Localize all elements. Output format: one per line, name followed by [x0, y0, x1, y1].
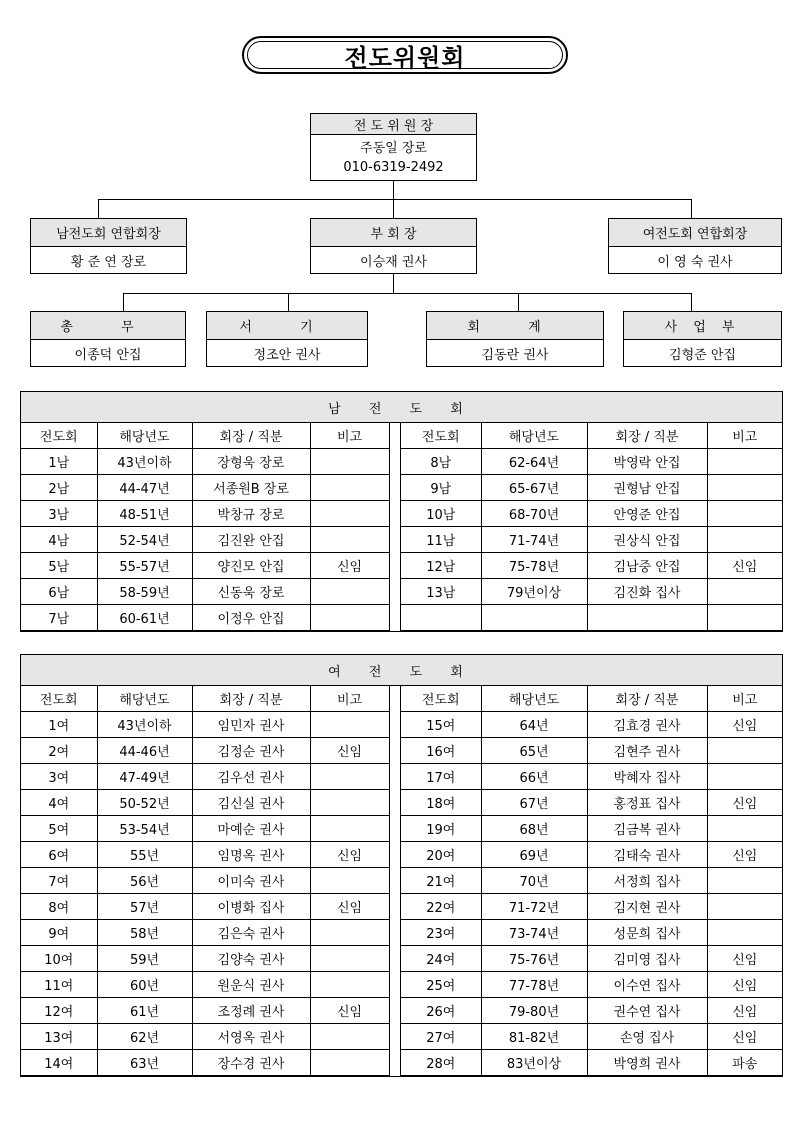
table-row [21, 816, 389, 842]
cell-group: 20여 [401, 842, 481, 868]
cell-group: 9남 [401, 475, 481, 501]
cell-note: 신임 [707, 1024, 782, 1050]
cell-leader: 원운식 권사 [192, 972, 310, 998]
cell-note [310, 579, 389, 605]
table-row [21, 894, 389, 920]
cell-group: 4남 [21, 527, 97, 553]
column-header: 회장 / 직분 [587, 686, 707, 712]
cell-years: 81-82년 [481, 1024, 587, 1050]
cell-leader: 권상식 안집 [587, 527, 707, 553]
cell-group: 19여 [401, 816, 481, 842]
cell-leader: 김진완 안집 [192, 527, 310, 553]
cell-group: 10남 [401, 501, 481, 527]
cell-years: 75-76년 [481, 946, 587, 972]
cell-years [481, 605, 587, 631]
table-row [401, 605, 782, 631]
cell-note [310, 449, 389, 475]
cell-note: 파송 [707, 1050, 782, 1076]
table-row [401, 764, 782, 790]
cell-note [707, 738, 782, 764]
cell-years: 44-46년 [97, 738, 192, 764]
cell-years: 55년 [97, 842, 192, 868]
cell-leader: 권형남 안집 [587, 475, 707, 501]
men-section-title: 남 전 도 회 [21, 392, 782, 423]
table-row [401, 842, 782, 868]
cell-note [310, 920, 389, 946]
cell-note [707, 816, 782, 842]
cell-note [707, 605, 782, 631]
cell-note [707, 501, 782, 527]
cell-leader: 이정우 안집 [192, 605, 310, 631]
table-row [21, 868, 389, 894]
cell-group: 8여 [21, 894, 97, 920]
men-union-title: 남전도회 연합회장 [31, 219, 186, 247]
connector-line [98, 199, 99, 218]
cell-group: 2남 [21, 475, 97, 501]
cell-group: 26여 [401, 998, 481, 1024]
officer-title: 총 무 [60, 320, 156, 335]
officer-name: 이종덕 안집 [74, 348, 142, 363]
cell-years: 71-74년 [481, 527, 587, 553]
page-title-frame [242, 36, 568, 74]
column-header: 해당년도 [481, 423, 587, 449]
cell-group: 23여 [401, 920, 481, 946]
men-section [20, 391, 783, 632]
vice-chair-box [310, 218, 477, 274]
cell-note: 신임 [707, 842, 782, 868]
officer-name: 정조안 권사 [253, 348, 321, 363]
cell-note: 신임 [310, 998, 389, 1024]
cell-group: 3여 [21, 764, 97, 790]
column-header: 회장 / 직분 [192, 686, 310, 712]
table-header-row [401, 686, 782, 712]
table-row [401, 946, 782, 972]
cell-note: 신임 [310, 738, 389, 764]
cell-note: 신임 [310, 842, 389, 868]
cell-leader: 이병화 집사 [192, 894, 310, 920]
officer-title: 회 계 [467, 320, 563, 335]
cell-note [707, 527, 782, 553]
cell-years: 58-59년 [97, 579, 192, 605]
cell-leader: 이수연 집사 [587, 972, 707, 998]
cell-years: 62-64년 [481, 449, 587, 475]
table-row [401, 527, 782, 553]
cell-group: 10여 [21, 946, 97, 972]
cell-note [310, 946, 389, 972]
cell-leader: 김진화 집사 [587, 579, 707, 605]
cell-group: 6여 [21, 842, 97, 868]
column-header: 비고 [310, 686, 389, 712]
officer-title: 서 기 [239, 320, 335, 335]
cell-years: 73-74년 [481, 920, 587, 946]
cell-years: 62년 [97, 1024, 192, 1050]
cell-years: 77-78년 [481, 972, 587, 998]
table-header-row [21, 686, 389, 712]
cell-group: 4여 [21, 790, 97, 816]
cell-group: 24여 [401, 946, 481, 972]
cell-note: 신임 [707, 946, 782, 972]
cell-note [310, 501, 389, 527]
cell-group: 13여 [21, 1024, 97, 1050]
men-union-name: 황 준 연 장로 [70, 255, 147, 270]
table-row [401, 790, 782, 816]
cell-years: 68-70년 [481, 501, 587, 527]
officer-name: 김동란 권사 [481, 348, 549, 363]
chair-box [310, 113, 477, 181]
column-header: 전도회 [21, 686, 97, 712]
cell-leader: 김태숙 권사 [587, 842, 707, 868]
cell-leader: 김정순 권사 [192, 738, 310, 764]
cell-leader: 박영희 권사 [587, 1050, 707, 1076]
cell-note [707, 475, 782, 501]
cell-leader: 김남중 안집 [587, 553, 707, 579]
cell-years: 43년이하 [97, 712, 192, 738]
cell-years: 67년 [481, 790, 587, 816]
cell-group: 11남 [401, 527, 481, 553]
table-row [21, 920, 389, 946]
table-row [21, 998, 389, 1024]
cell-note: 신임 [310, 553, 389, 579]
cell-group: 21여 [401, 868, 481, 894]
cell-leader: 박창규 장로 [192, 501, 310, 527]
cell-leader: 서종원B 장로 [192, 475, 310, 501]
cell-leader: 김은숙 권사 [192, 920, 310, 946]
cell-leader: 권수연 집사 [587, 998, 707, 1024]
cell-leader: 이미숙 권사 [192, 868, 310, 894]
cell-group: 7남 [21, 605, 97, 631]
cell-leader: 김미영 집사 [587, 946, 707, 972]
cell-group: 11여 [21, 972, 97, 998]
table-header-row [21, 423, 389, 449]
table-row [401, 1050, 782, 1076]
cell-leader: 양진모 안집 [192, 553, 310, 579]
cell-years: 52-54년 [97, 527, 192, 553]
page-title: 전도위원회 [247, 41, 563, 69]
women-section-title: 여 전 도 회 [21, 655, 782, 686]
cell-years: 60년 [97, 972, 192, 998]
connector-line [123, 293, 124, 311]
table-gap [390, 686, 402, 1076]
cell-leader: 서영옥 권사 [192, 1024, 310, 1050]
cell-leader: 김양숙 권사 [192, 946, 310, 972]
cell-years: 68년 [481, 816, 587, 842]
officer-box [30, 311, 186, 367]
cell-note [310, 605, 389, 631]
officer-title: 사 업 부 [664, 320, 741, 335]
cell-note: 신임 [310, 894, 389, 920]
cell-note [707, 764, 782, 790]
column-header: 회장 / 직분 [587, 423, 707, 449]
connector-line [98, 199, 691, 200]
connector-line [393, 273, 394, 293]
table-row [21, 738, 389, 764]
cell-note: 신임 [707, 998, 782, 1024]
cell-leader: 장수경 권사 [192, 1050, 310, 1076]
table-gap [390, 423, 402, 631]
table-row [21, 712, 389, 738]
women-section [20, 654, 783, 1077]
table-row [21, 842, 389, 868]
cell-group: 6남 [21, 579, 97, 605]
cell-years: 64년 [481, 712, 587, 738]
column-header: 비고 [310, 423, 389, 449]
table-row [401, 868, 782, 894]
officer-box [426, 311, 604, 367]
table-row [401, 738, 782, 764]
cell-years: 59년 [97, 946, 192, 972]
cell-group: 1남 [21, 449, 97, 475]
connector-line [518, 293, 519, 311]
table-row [21, 605, 389, 631]
cell-group: 15여 [401, 712, 481, 738]
table-row [401, 449, 782, 475]
cell-years: 60-61년 [97, 605, 192, 631]
cell-group: 2여 [21, 738, 97, 764]
table-row [21, 764, 389, 790]
women-union-name: 이 영 숙 권사 [657, 255, 733, 270]
table-row [21, 790, 389, 816]
table-row [401, 553, 782, 579]
cell-note: 신임 [707, 790, 782, 816]
cell-leader: 박혜자 집사 [587, 764, 707, 790]
table-row [21, 475, 389, 501]
connector-line [691, 293, 692, 311]
connector-line [123, 293, 691, 294]
cell-years: 83년이상 [481, 1050, 587, 1076]
cell-group: 25여 [401, 972, 481, 998]
cell-years: 61년 [97, 998, 192, 1024]
table-row [401, 579, 782, 605]
cell-note: 신임 [707, 972, 782, 998]
cell-leader: 신동욱 장로 [192, 579, 310, 605]
table-row [21, 1050, 389, 1076]
cell-years: 79-80년 [481, 998, 587, 1024]
table-row [401, 894, 782, 920]
table-row [21, 579, 389, 605]
cell-group: 12여 [21, 998, 97, 1024]
column-header: 회장 / 직분 [192, 423, 310, 449]
cell-note [310, 764, 389, 790]
cell-years: 70년 [481, 868, 587, 894]
cell-note [707, 894, 782, 920]
chair-title: 전 도 위 원 장 [311, 114, 476, 135]
cell-years: 47-49년 [97, 764, 192, 790]
cell-leader: 안영준 안집 [587, 501, 707, 527]
cell-group: 12남 [401, 553, 481, 579]
cell-years: 57년 [97, 894, 192, 920]
cell-note [310, 712, 389, 738]
table-row [401, 972, 782, 998]
cell-note: 신임 [707, 712, 782, 738]
vice-chair-name: 이승재 권사 [360, 255, 427, 270]
men-table-right [401, 423, 782, 631]
table-row [21, 449, 389, 475]
women-union-title: 여전도회 연합회장 [609, 219, 781, 247]
column-header: 해당년도 [97, 423, 192, 449]
cell-note [707, 920, 782, 946]
table-row [21, 527, 389, 553]
cell-leader: 김효경 권사 [587, 712, 707, 738]
cell-leader: 임명옥 권사 [192, 842, 310, 868]
cell-years: 53-54년 [97, 816, 192, 842]
column-header: 비고 [707, 423, 782, 449]
table-row [401, 712, 782, 738]
cell-years: 65년 [481, 738, 587, 764]
women-union-box [608, 218, 782, 274]
cell-leader [587, 605, 707, 631]
cell-years: 50-52년 [97, 790, 192, 816]
cell-leader: 홍정표 집사 [587, 790, 707, 816]
cell-leader: 서정희 집사 [587, 868, 707, 894]
women-table-right [401, 686, 782, 1076]
table-row [21, 501, 389, 527]
cell-note [707, 868, 782, 894]
cell-note [310, 1050, 389, 1076]
men-union-box [30, 218, 187, 274]
cell-years: 58년 [97, 920, 192, 946]
cell-years: 75-78년 [481, 553, 587, 579]
cell-group [401, 605, 481, 631]
women-table-left [21, 686, 390, 1076]
column-header: 해당년도 [481, 686, 587, 712]
chair-phone: 010-6319-2492 [343, 160, 444, 175]
cell-note [310, 790, 389, 816]
cell-group: 13남 [401, 579, 481, 605]
cell-note [310, 527, 389, 553]
cell-leader: 마예순 권사 [192, 816, 310, 842]
cell-group: 8남 [401, 449, 481, 475]
cell-years: 66년 [481, 764, 587, 790]
table-row [401, 501, 782, 527]
table-row [21, 946, 389, 972]
table-row [401, 816, 782, 842]
column-header: 비고 [707, 686, 782, 712]
cell-note [310, 868, 389, 894]
connector-line [288, 293, 289, 311]
cell-years: 56년 [97, 868, 192, 894]
column-header: 전도회 [401, 686, 481, 712]
men-table-left [21, 423, 390, 631]
cell-years: 63년 [97, 1050, 192, 1076]
cell-note [707, 449, 782, 475]
table-row [21, 1024, 389, 1050]
cell-leader: 김신실 권사 [192, 790, 310, 816]
cell-years: 79년이상 [481, 579, 587, 605]
cell-group: 18여 [401, 790, 481, 816]
cell-group: 5여 [21, 816, 97, 842]
column-header: 전도회 [21, 423, 97, 449]
cell-leader: 김현주 권사 [587, 738, 707, 764]
cell-leader: 장형욱 장로 [192, 449, 310, 475]
cell-group: 27여 [401, 1024, 481, 1050]
cell-leader: 조정례 권사 [192, 998, 310, 1024]
cell-years: 69년 [481, 842, 587, 868]
cell-note [707, 579, 782, 605]
cell-leader: 손영 집사 [587, 1024, 707, 1050]
cell-note [310, 475, 389, 501]
cell-leader: 성문희 집사 [587, 920, 707, 946]
vice-chair-title: 부 회 장 [311, 219, 476, 247]
officer-box [623, 311, 782, 367]
cell-group: 22여 [401, 894, 481, 920]
cell-group: 9여 [21, 920, 97, 946]
connector-line [691, 199, 692, 218]
table-row [401, 475, 782, 501]
table-row [401, 1024, 782, 1050]
cell-years: 55-57년 [97, 553, 192, 579]
cell-group: 17여 [401, 764, 481, 790]
cell-years: 44-47년 [97, 475, 192, 501]
officer-name: 김형준 안집 [669, 348, 736, 363]
cell-leader: 김우선 권사 [192, 764, 310, 790]
column-header: 전도회 [401, 423, 481, 449]
column-header: 해당년도 [97, 686, 192, 712]
cell-leader: 김지현 권사 [587, 894, 707, 920]
cell-group: 1여 [21, 712, 97, 738]
cell-group: 28여 [401, 1050, 481, 1076]
cell-group: 16여 [401, 738, 481, 764]
cell-years: 48-51년 [97, 501, 192, 527]
cell-years: 71-72년 [481, 894, 587, 920]
cell-leader: 김금복 권사 [587, 816, 707, 842]
cell-leader: 박영락 안집 [587, 449, 707, 475]
table-row [401, 920, 782, 946]
officer-box [206, 311, 368, 367]
table-row [21, 553, 389, 579]
cell-note: 신임 [707, 553, 782, 579]
cell-group: 7여 [21, 868, 97, 894]
cell-group: 3남 [21, 501, 97, 527]
cell-note [310, 1024, 389, 1050]
cell-group: 14여 [21, 1050, 97, 1076]
table-row [21, 972, 389, 998]
cell-years: 65-67년 [481, 475, 587, 501]
cell-years: 43년이하 [97, 449, 192, 475]
cell-group: 5남 [21, 553, 97, 579]
cell-leader: 임민자 권사 [192, 712, 310, 738]
table-header-row [401, 423, 782, 449]
chair-name: 주동일 장로 [360, 141, 427, 156]
table-row [401, 998, 782, 1024]
cell-note [310, 816, 389, 842]
cell-note [310, 972, 389, 998]
